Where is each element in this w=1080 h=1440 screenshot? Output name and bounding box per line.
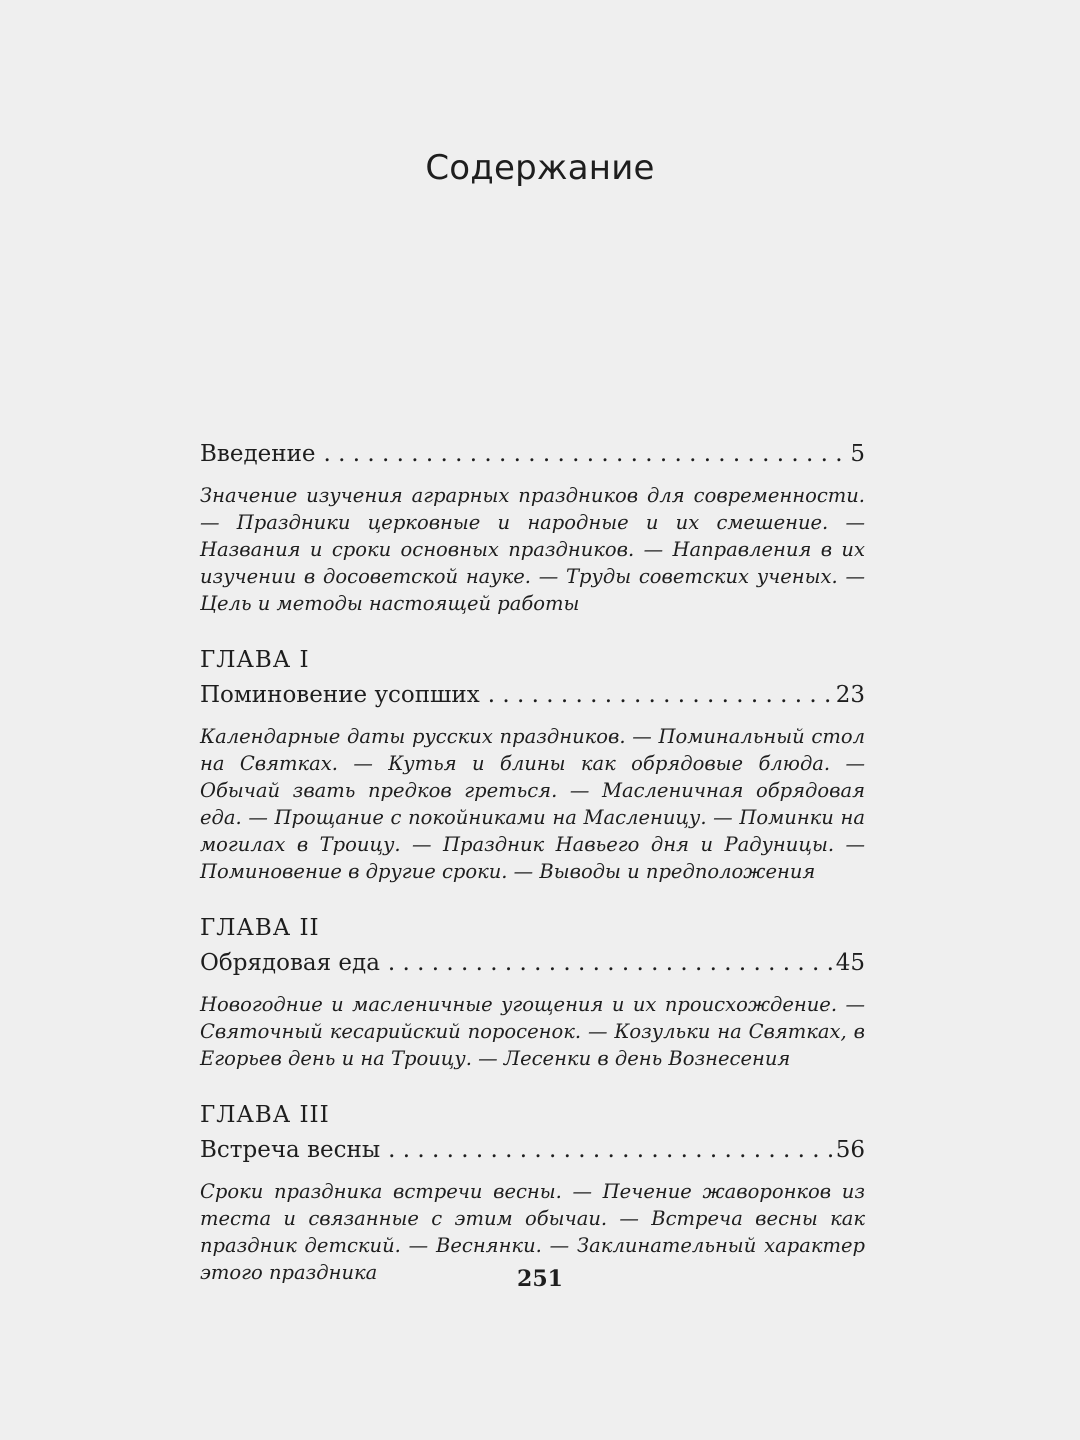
toc-entry-page: 23 xyxy=(835,682,865,708)
toc-entry-row xyxy=(200,677,865,713)
toc-entry-title: Введение xyxy=(200,441,316,467)
toc-entry-summary: Новогодние и масленичные угощения и их происхождение. — Святочный кесарийский поросенок. — Козульки на Святках, в Егорьев день и на Троицу. — Лесенки в день Вознесения xyxy=(200,993,865,1070)
page-title: Содержание xyxy=(425,148,655,188)
toc-entry-chapter-3 xyxy=(200,1098,865,1286)
toc-entry-row xyxy=(200,945,865,981)
toc-entry-chapter-1 xyxy=(200,643,865,885)
toc-entry-introduction xyxy=(200,436,865,617)
page-number: 251 xyxy=(517,1266,563,1292)
dot-leader xyxy=(388,945,832,981)
chapter-label: ГЛАВА II xyxy=(200,915,320,941)
toc-entry-row xyxy=(200,1132,865,1168)
toc-entry-summary: Календарные даты русских праздников. — Поминальный стол на Святках. — Кутья и блины как обрядовые блюда. — Обычай звать предков греться. — Масленичная обрядовая еда. — Прощание с покойниками на Масленицу. — Поминки на могилах в Троицу. — Праздник Навьего дня и Радуницы. — Поминовение в другие сроки. — Выводы и предположения xyxy=(200,725,865,883)
toc-entry-summary: Сроки праздника встречи весны. — Печение жаворонков из теста и связанные с этим обычаи. — Встреча весны как праздник детский. — Веснянки. — Заклинательный характер этого праздника xyxy=(200,1180,865,1284)
toc-entry-page: 5 xyxy=(850,441,865,467)
toc-entry-summary: Значение изучения аграрных праздников для современности. — Праздники церковные и народные и их смешение. — Названия и сроки основных праздников. — Направления в их изучении в досоветской науке. — Труды советских ученых. — Цель и методы настоящей работы xyxy=(200,484,865,615)
dot-leader xyxy=(488,677,832,713)
toc-entry-title: Обрядовая еда xyxy=(200,950,380,976)
table-of-contents xyxy=(200,436,865,1312)
toc-entry-page: 56 xyxy=(835,1137,865,1163)
toc-entry-title: Встреча весны xyxy=(200,1137,381,1163)
toc-entry-chapter-2 xyxy=(200,911,865,1072)
toc-entry-page: 45 xyxy=(835,950,865,976)
chapter-label: ГЛАВА III xyxy=(200,1102,330,1128)
toc-entry-row xyxy=(200,436,865,472)
chapter-label: ГЛАВА I xyxy=(200,647,310,673)
dot-leader xyxy=(324,436,847,472)
dot-leader xyxy=(388,1132,832,1168)
toc-entry-title: Поминовение усопших xyxy=(200,682,480,708)
